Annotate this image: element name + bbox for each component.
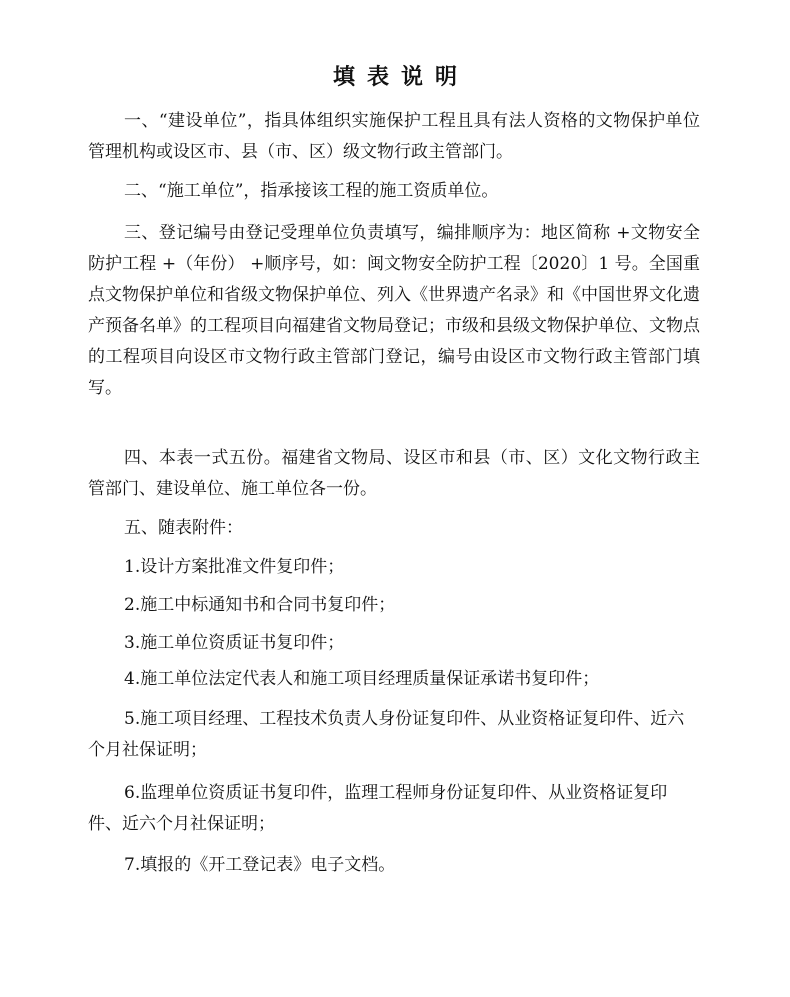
paragraph-builder-unit: 二、“施工单位”，指承接该工程的施工资质单位。 (124, 181, 499, 201)
paragraph-copies: 四、本表一式五份。福建省文物局、设区市和县（市、区）文化文物行政主管部门、建设单位、施工单位各一份。 (88, 448, 700, 499)
attachment-item: 3.施工单位资质证书复印件； (124, 633, 345, 653)
paragraph-attachments-heading: 五、随表附件： (124, 518, 243, 538)
attachment-item: 2.施工中标通知书和合同书复印件； (124, 595, 396, 615)
attachment-item: 4.施工单位法定代表人和施工项目经理质量保证承诺书复印件； (124, 669, 600, 689)
attachment-item: 1.设计方案批准文件复印件； (124, 557, 345, 577)
attachment-item: 5.施工项目经理、工程技术负责人身份证复印件、从业资格证复印件、近六个月社保证明； (88, 709, 685, 760)
attachment-item: 6.监理单位资质证书复印件，监理工程师身份证复印件、从业资格证复印件、近六个月社保证明； (88, 783, 668, 834)
paragraph-construction-unit: 一、“建设单位”，指具体组织实施保护工程且具有法人资格的文物保护单位管理机构或设区市、县（市、区）级文物行政主管部门。 (88, 111, 700, 162)
paragraph-registration-number: 三、登记编号由登记受理单位负责填写，编排顺序为：地区简称 +文物安全防护工程 +（年份） +顺序号，如：闽文物安全防护工程〔2020〕1 号。全国重点文物保护单位和省级文物保护单位、列入《世界遗产名录》和《中国世界文化遗产预备名单》的工程项目向福建省文物局登记；市级和县级文物保护单位、文物点的工程项目向设区市文物行政主管部门登记，编号由设区市文物行政主管部门填写。 (88, 223, 700, 398)
attachment-item: 7.填报的《开工登记表》电子文档。 (124, 855, 396, 875)
page-title: 填表说明 (332, 65, 469, 90)
